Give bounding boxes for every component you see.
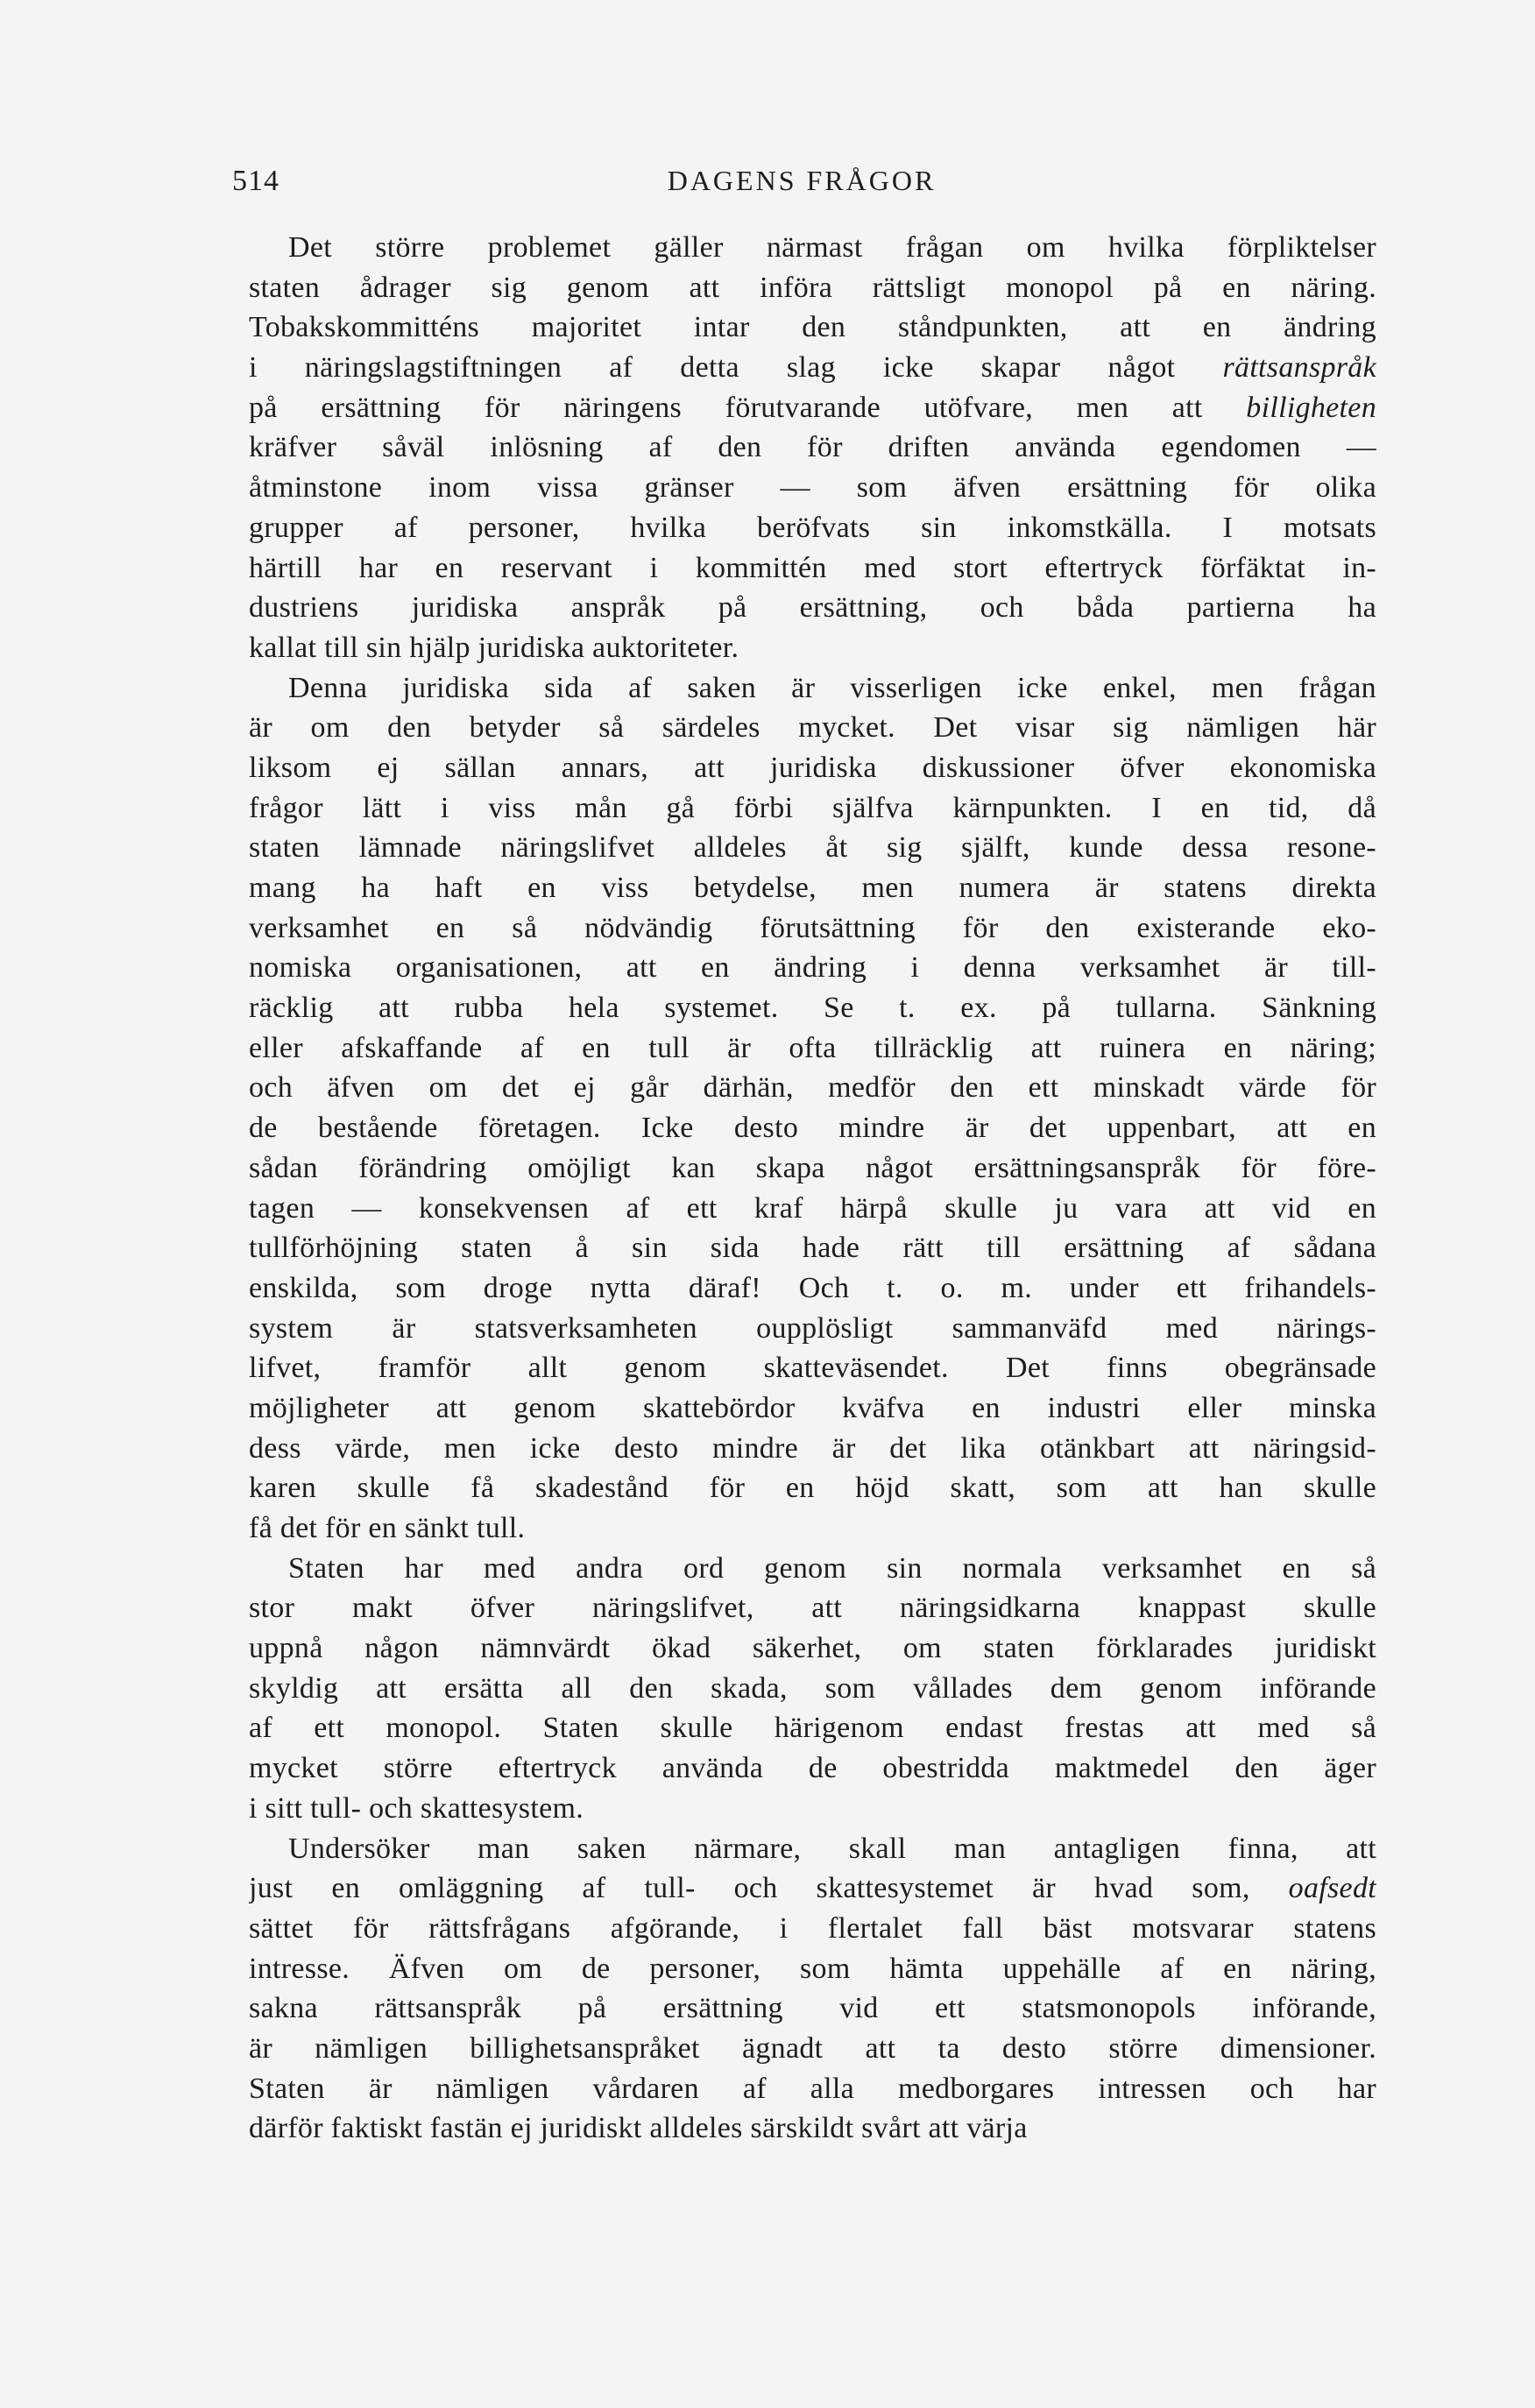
- text-line: sakna rättsanspråk på ersättning vid ett statsmonopols införande,: [249, 1992, 1376, 2025]
- text-line: åtminstone inom vissa gränser — som äfven ersättning för olika: [249, 471, 1376, 505]
- italic-word: billigheten: [1246, 391, 1376, 424]
- paragraph: [249, 668, 1376, 1549]
- text-line: härtill har en reservant i kommittén med stort eftertryck förfäktat in-: [249, 551, 1376, 584]
- text-line: i sitt tull- och skattesystem.: [249, 1791, 584, 1825]
- text-line: intresse. Äfven om de personer, som hämta uppehälle af en näring,: [249, 1952, 1376, 1985]
- text-line: liksom ej sällan annars, att juridiska diskussioner öfver ekonomiska: [249, 751, 1376, 784]
- text-line: är om den betyder så särdeles mycket. Det visar sig nämligen här: [249, 711, 1376, 745]
- text-line: och äfven om det ej går därhän, medför den ett minskadt värde för: [249, 1071, 1376, 1105]
- text-line: eller afskaffande af en tull är ofta tillräcklig att ruinera en näring;: [249, 1031, 1376, 1064]
- page-number: 514: [232, 165, 279, 197]
- text-line: staten lämnade näringslifvet alldeles åt sig själft, kunde dessa resone-: [249, 831, 1376, 865]
- text-line: Denna juridiska sida af saken är visserligen icke enkel, men frågan: [288, 671, 1376, 704]
- italic-word: oafsedt: [1288, 1872, 1376, 1905]
- text-line: Staten har med andra ord genom sin normala verksamhet en så: [288, 1551, 1376, 1585]
- text-line: mycket större eftertryck använda de obestridda maktmedel den äger: [249, 1752, 1376, 1785]
- text-line: staten ådrager sig genom att införa rättsligt monopol på en näring.: [249, 271, 1376, 304]
- text-line: sådan förändring omöjligt kan skapa något ersättningsanspråk för före-: [249, 1151, 1376, 1184]
- running-title: DAGENS FRÅGOR: [667, 165, 937, 196]
- text-line: i näringslagstiftningen af detta slag icke skapar något rättsanspråk: [249, 351, 1376, 385]
- text-line: kräfver såväl inlösning af den för driften använda egendomen —: [249, 431, 1376, 464]
- text-line: mang ha haft en viss betydelse, men numera är statens direkta: [249, 872, 1376, 904]
- text-line: frågor lätt i viss mån gå förbi själfva kärnpunkten. I en tid, då: [249, 791, 1376, 824]
- text-line: lifvet, framför allt genom skatteväsendet. Det finns obegränsade: [249, 1352, 1376, 1385]
- text-line: uppnå någon nämnvärdt ökad säkerhet, om staten förklarades juridiskt: [249, 1632, 1376, 1665]
- text-line: räcklig att rubba hela systemet. Se t. ex. på tullarna. Sänkning: [249, 992, 1376, 1025]
- text-line: på ersättning för näringens förutvarande utöfvare, men att billigheten: [249, 391, 1376, 424]
- text-line: Tobakskommitténs majoritet intar den ståndpunkten, att en ändring: [249, 311, 1376, 344]
- text-line: Det större problemet gäller närmast frågan om hvilka förpliktelser: [288, 231, 1376, 264]
- text-line: af ett monopol. Staten skulle härigenom endast frestas att med så: [249, 1712, 1376, 1745]
- body-text: [249, 228, 1376, 2149]
- text-line: enskilda, som droge nytta däraf! Och t. o. m. under ett frihandels-: [249, 1271, 1376, 1304]
- text-line: verksamhet en så nödvändig förutsättning för den existerande eko-: [249, 911, 1376, 944]
- text-line: Staten är nämligen vårdaren af alla medborgares intressen och har: [249, 2072, 1376, 2105]
- text-line: de bestående företagen. Icke desto mindre är det uppenbart, att en: [249, 1112, 1376, 1145]
- text-line: sättet för rättsfrågans afgörande, i flertalet fall bäst motsvarar statens: [249, 1911, 1376, 1945]
- paragraph: [249, 1829, 1376, 2150]
- text-line: stor makt öfver näringslifvet, att näringsidkarna knappast skulle: [249, 1592, 1376, 1625]
- text-line: därför faktiskt fastän ej juridiskt alldeles särskildt svårt att värja: [249, 2112, 1028, 2145]
- text-line: tullförhöjning staten å sin sida hade rätt till ersättning af sådana: [249, 1232, 1376, 1265]
- text-line: dess värde, men icke desto mindre är det lika otänkbart att näringsid-: [249, 1431, 1376, 1465]
- text-line: nomiska organisationen, att en ändring i denna verksamhet är till-: [249, 951, 1376, 985]
- text-line: möjligheter att genom skattebördor kväfva en industri eller minska: [249, 1391, 1376, 1424]
- text-line: system är statsverksamheten oupplösligt sammanväfd med närings-: [249, 1311, 1376, 1345]
- text-line: karen skulle få skadestånd för en höjd skatt, som att han skulle: [249, 1472, 1376, 1505]
- text-line: grupper af personer, hvilka beröfvats sin inkomstkälla. I motsats: [249, 511, 1376, 544]
- paragraph: [249, 228, 1376, 668]
- italic-word: rättsanspråk: [1222, 351, 1376, 385]
- paragraph: [249, 1549, 1376, 1829]
- text-line: få det för en sänkt tull.: [249, 1512, 526, 1544]
- text-line: kallat till sin hjälp juridiska auktoriteter.: [249, 631, 739, 664]
- text-line: skyldig att ersätta all den skada, som vållades dem genom införande: [249, 1671, 1376, 1705]
- text-line: tagen — konsekvensen af ett kraf härpå skulle ju vara att vid en: [249, 1191, 1376, 1225]
- text-line: dustriens juridiska anspråk på ersättning, och båda partierna ha: [249, 591, 1376, 625]
- text-line: just en omläggning af tull- och skattesystemet är hvad som, oafsedt: [249, 1872, 1376, 1905]
- text-line: Undersöker man saken närmare, skall man antagligen finna, att: [288, 1832, 1376, 1865]
- page-header: [232, 165, 1371, 203]
- text-line: är nämligen billighetsanspråket ägnadt att ta desto större dimensioner.: [249, 2031, 1376, 2065]
